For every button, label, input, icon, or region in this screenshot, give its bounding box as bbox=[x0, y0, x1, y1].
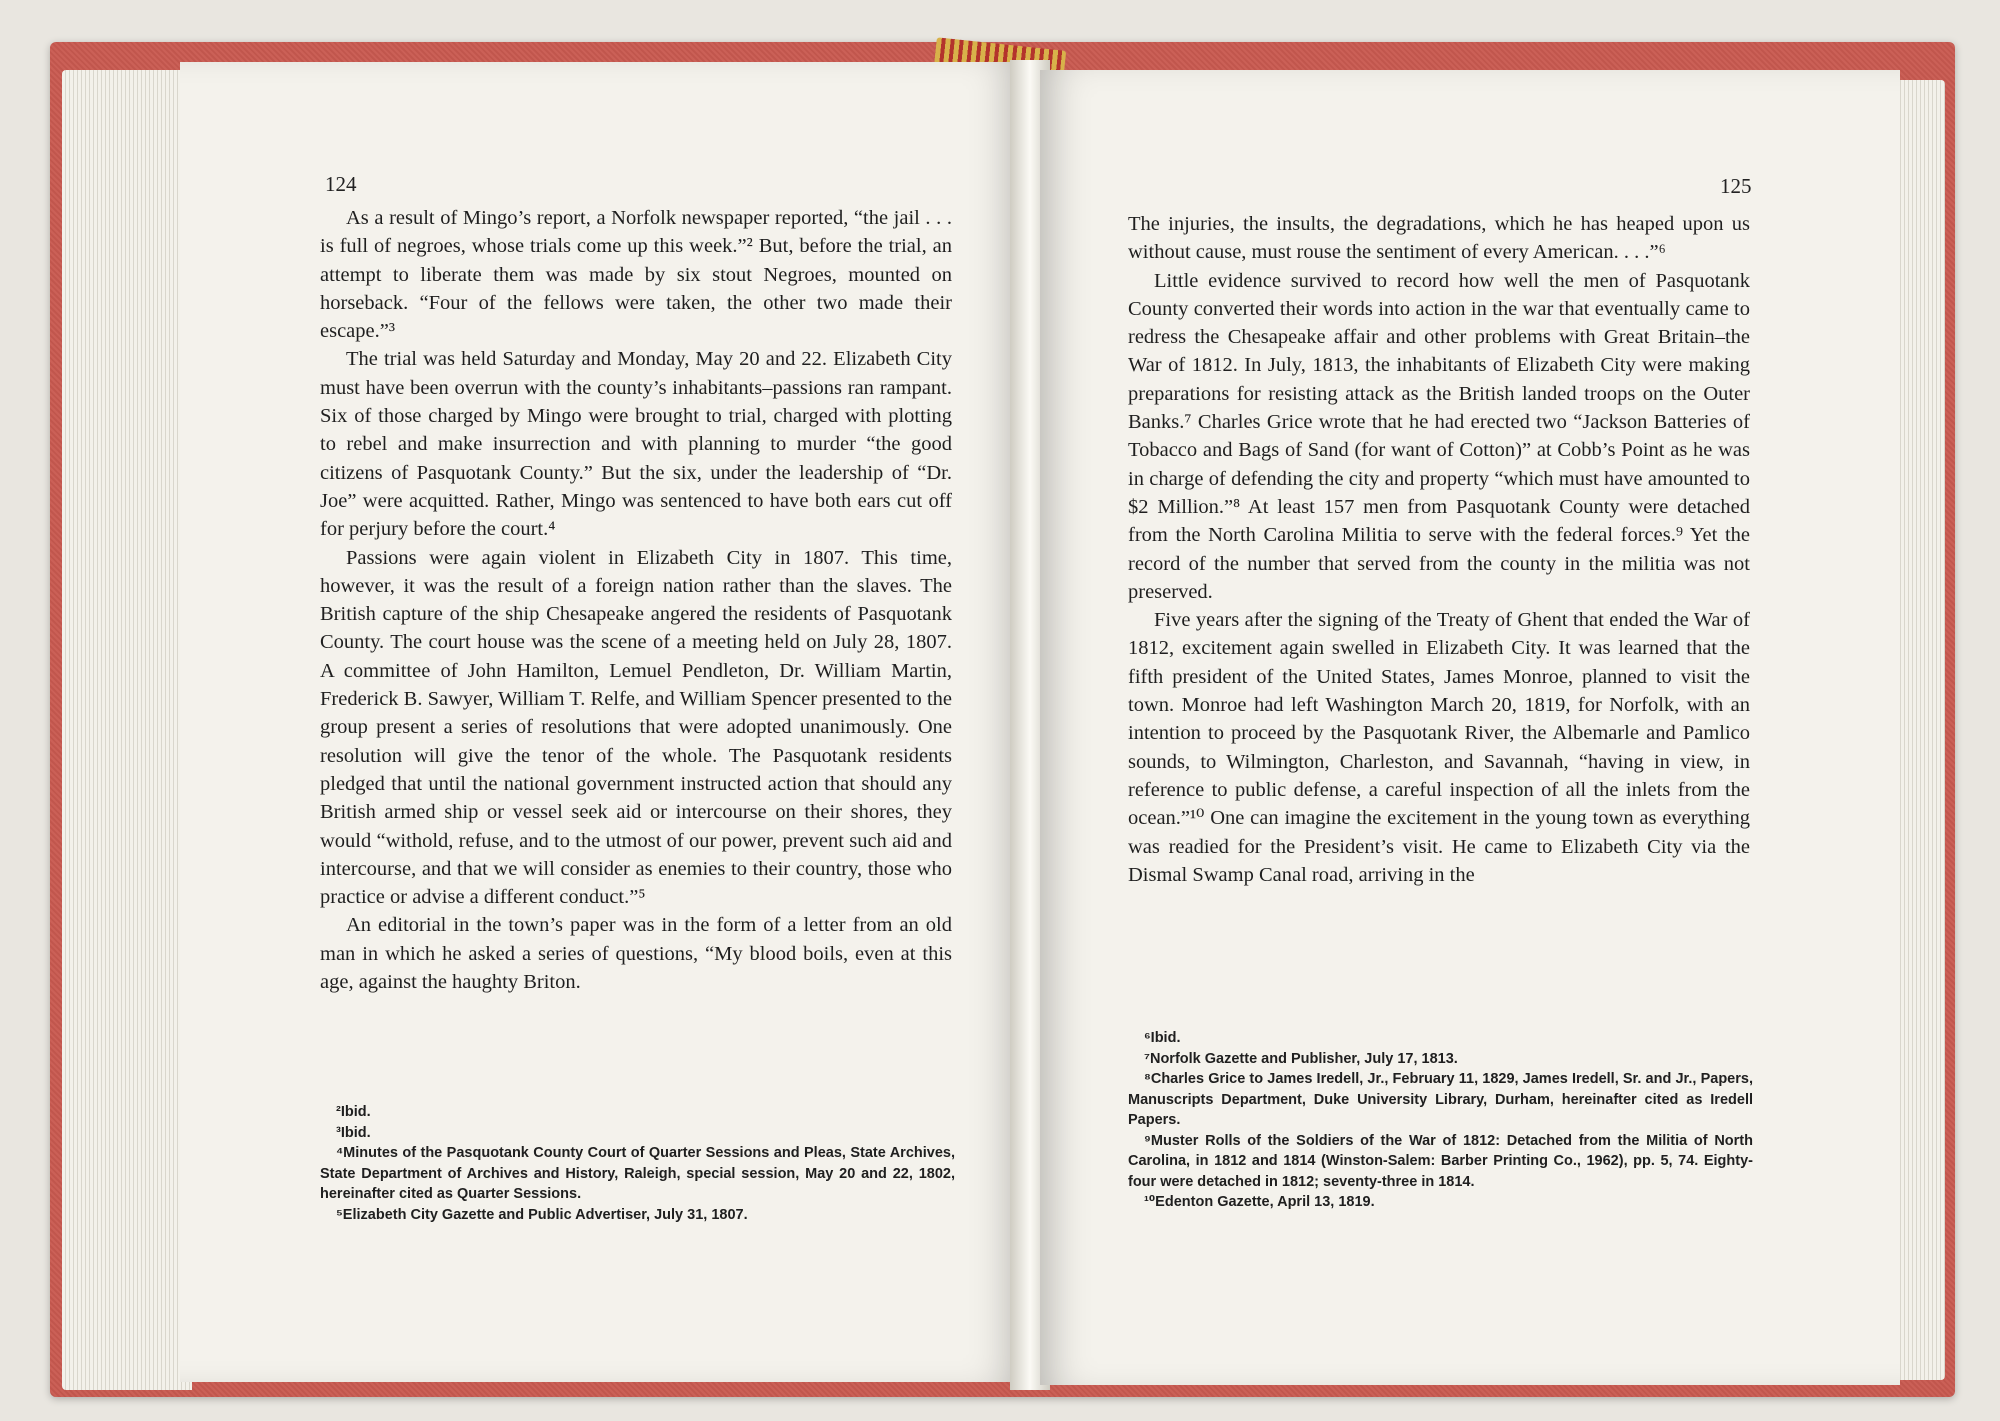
left-footnotes bbox=[320, 1102, 955, 1225]
footnote: ¹⁰Edenton Gazette, April 13, 1819. bbox=[1144, 1194, 1375, 1210]
paragraph: The trial was held Saturday and Monday, May 20 and 22. Elizabeth City must have been overrun with the county’s inhabitants–passions ran rampant. Six of those charged by Mingo were brought to trial, charged with plotting to rebel and make insurrection and with planning to murder “the good citizens of Pasquotank County.” But the six, under the leadership of “Dr. Joe” were acquitted. Rather, Mingo was sentenced to have both ears cut off for perjury before the court.⁴ bbox=[320, 348, 952, 541]
paragraph: Passions were again violent in Elizabeth City in 1807. This time, however, it was the result of a foreign nation rather than the slaves. The British capture of the ship Chesapeake angered the residents of Pasquotank County. The court house was the scene of a meeting held on July 28, 1807. A committee of John Hamilton, Lemuel Pendleton, Dr. William Martin, Frederick B. Sawyer, William T. Relfe, and William Spencer presented to the group present a series of resolutions that were adopted unanimously. One resolution will give the tenor of the whole. The Pasquotank residents pledged that until the national government instructed action that should any British armed ship or vessel seek aid or intercourse on their shores, they would “withold, refuse, and to the utmost of our power, prevent such aid and intercourse, and that we will consider as enemies to their country, those who practice or advise a different conduct.”⁵ bbox=[320, 546, 952, 909]
footnote: ⁸Charles Grice to James Iredell, Jr., February 11, 1829, James Iredell, Sr. and Jr., Papers, Manuscripts Department, Duke University Library, Durham, hereinafter cited as Iredell Papers. bbox=[1128, 1071, 1753, 1128]
footnote: ⁶Ibid. bbox=[1144, 1030, 1181, 1046]
right-page bbox=[1040, 70, 1900, 1385]
paragraph: An editorial in the town’s paper was in the form of a letter from an old man in which he asked a series of questions, “My blood boils, even at this age, against the haughty Briton. bbox=[320, 914, 952, 994]
paragraph: Five years after the signing of the Treaty of Ghent that ended the War of 1812, excitement again swelled in Elizabeth City. It was learned that the fifth president of the United States, James Monroe, planned to visit the town. Monroe had left Washington March 20, 1819, for Norfolk, with an intention to proceed by the Pasquotank River, the Albemarle and Pamlico sounds, to Wilmington, Charleston, and Savannah, “having in view, in reference to public defense, a careful inspection of all the inlets from the ocean.”¹⁰ One can imagine the excitement in the young town as everything was readied for the President’s visit. He came to Elizabeth City via the Dismal Swamp Canal road, arriving in the bbox=[1128, 609, 1750, 886]
footnote: ⁷Norfolk Gazette and Publisher, July 17, 1813. bbox=[1144, 1050, 1458, 1067]
page-number-left: 124 bbox=[325, 172, 357, 196]
paragraph: As a result of Mingo’s report, a Norfolk newspaper reported, “the jail . . . is full of negroes, whose trials come up this week.”² But, before the trial, an attempt to liberate them was made by six stout Negroes, mounted on horseback. “Four of the fellows were taken, the other two made their escape.”³ bbox=[320, 207, 952, 343]
footnote: ⁴Minutes of the Pasquotank County Court of Quarter Sessions and Pleas, State Archives, State Department of Archives and History, Raleigh, special session, May 20 and 22, 1802, hereinafter cited as Quarter Sessions. bbox=[320, 1145, 955, 1202]
right-body-text bbox=[1128, 210, 1750, 889]
page-number-right: 125 bbox=[1720, 174, 1752, 198]
left-body-text bbox=[320, 204, 952, 996]
paragraph: Little evidence survived to record how well the men of Pasquotank County converted their words into action in the war that eventually came to redress the Chesapeake affair and other problems with Great Britain–the War of 1812. In July, 1813, the inhabitants of Elizabeth City were making preparations for resisting attack as the British landed troops on the Outer Banks.⁷ Charles Grice wrote that he had erected two “Jackson Batteries of Tobacco and Bags of Sand (for want of Cotton)” at Cobb’s Point as he was in charge of defending the city and property “which must have amounted to $2 Million.”⁸ At least 157 men from Pasquotank County were detached from the North Carolina Militia to serve with the federal forces.⁹ Yet the record of the number that served from the county in the militia was not preserved. bbox=[1128, 269, 1750, 603]
left-page-edges bbox=[62, 70, 192, 1390]
right-footnotes bbox=[1128, 1028, 1753, 1213]
left-page bbox=[180, 62, 1020, 1382]
footnote: ⁵Elizabeth City Gazette and Public Advertiser, July 31, 1807. bbox=[336, 1206, 748, 1223]
footnote: ³Ibid. bbox=[336, 1124, 371, 1141]
footnote: ²Ibid. bbox=[336, 1104, 371, 1120]
paragraph: The injuries, the insults, the degradations, which he has heaped upon us without cause, must rouse the sentiment of every American. . . .”⁶ bbox=[1128, 213, 1750, 264]
footnote: ⁹Muster Rolls of the Soldiers of the War of 1812: Detached from the Militia of North Carolina, in 1812 and 1814 (Winston-Salem: Barber Printing Co., 1962), pp. 5, 74. Eighty-four were detached in 1812; seventy-three in 1814. bbox=[1128, 1132, 1753, 1190]
